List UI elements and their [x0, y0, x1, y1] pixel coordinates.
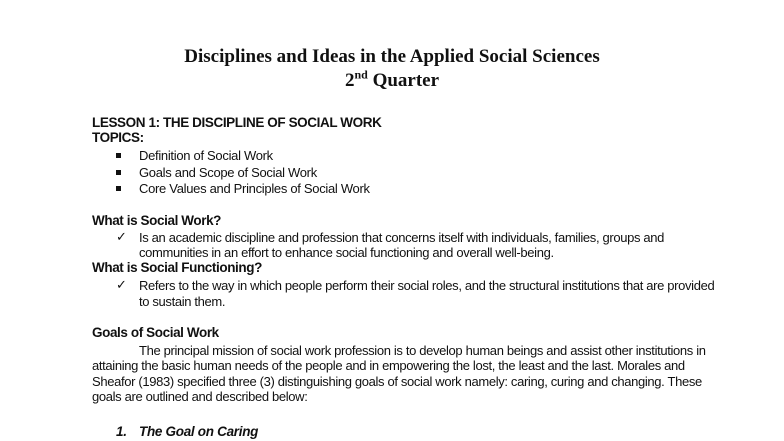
- checkmark-icon: ✓: [116, 230, 127, 245]
- quarter-label: Quarter: [367, 70, 440, 91]
- goals-paragraph-line: attaining the basic human needs of the people and in empowering the lost, the least and the last. Morales and: [92, 358, 685, 373]
- topics-label: TOPICS:: [92, 130, 144, 145]
- social-functioning-question: What is Social Functioning?: [92, 260, 262, 275]
- goal-title: The Goal on Caring: [139, 424, 259, 439]
- goals-paragraph-line: goals are outlined and described below:: [92, 389, 308, 404]
- quarter-number: 2: [344, 70, 355, 91]
- social-functioning-answer-line: Refers to the way in which people perform their social roles, and the structural institutions that are provided: [139, 278, 715, 293]
- document-subtitle: [0, 67, 784, 92]
- social-work-question: What is Social Work?: [92, 213, 222, 228]
- list-item: Definition of Social Work: [139, 148, 273, 163]
- list-item: Goals and Scope of Social Work: [139, 165, 317, 180]
- social-work-answer-line: Is an academic discipline and profession that concerns itself with individuals, families, groups and: [139, 230, 665, 245]
- bullet-square-icon: [116, 186, 121, 191]
- social-functioning-answer-line: to sustain them.: [139, 294, 226, 309]
- checkmark-icon: ✓: [116, 278, 127, 293]
- social-work-answer-line: communities in an effort to enhance social functioning and overall well-being.: [139, 245, 554, 260]
- lesson-heading: LESSON 1: THE DISCIPLINE OF SOCIAL WORK: [92, 115, 382, 130]
- goals-paragraph-line: The principal mission of social work profession is to develop human beings and assist other institutions in: [139, 343, 706, 358]
- quarter-ordinal-suffix: nd: [354, 67, 368, 82]
- bullet-square-icon: [116, 153, 121, 158]
- bullet-square-icon: [116, 170, 121, 175]
- goal-number: 1.: [116, 424, 127, 439]
- goals-paragraph-line: Sheafor (1983) specified three (3) distinguishing goals of social work namely: caring, curing and changing. These: [92, 374, 702, 389]
- goals-heading: Goals of Social Work: [92, 325, 219, 340]
- document-title: Disciplines and Ideas in the Applied Social Sciences: [184, 46, 600, 67]
- list-item: Core Values and Principles of Social Work: [139, 181, 370, 196]
